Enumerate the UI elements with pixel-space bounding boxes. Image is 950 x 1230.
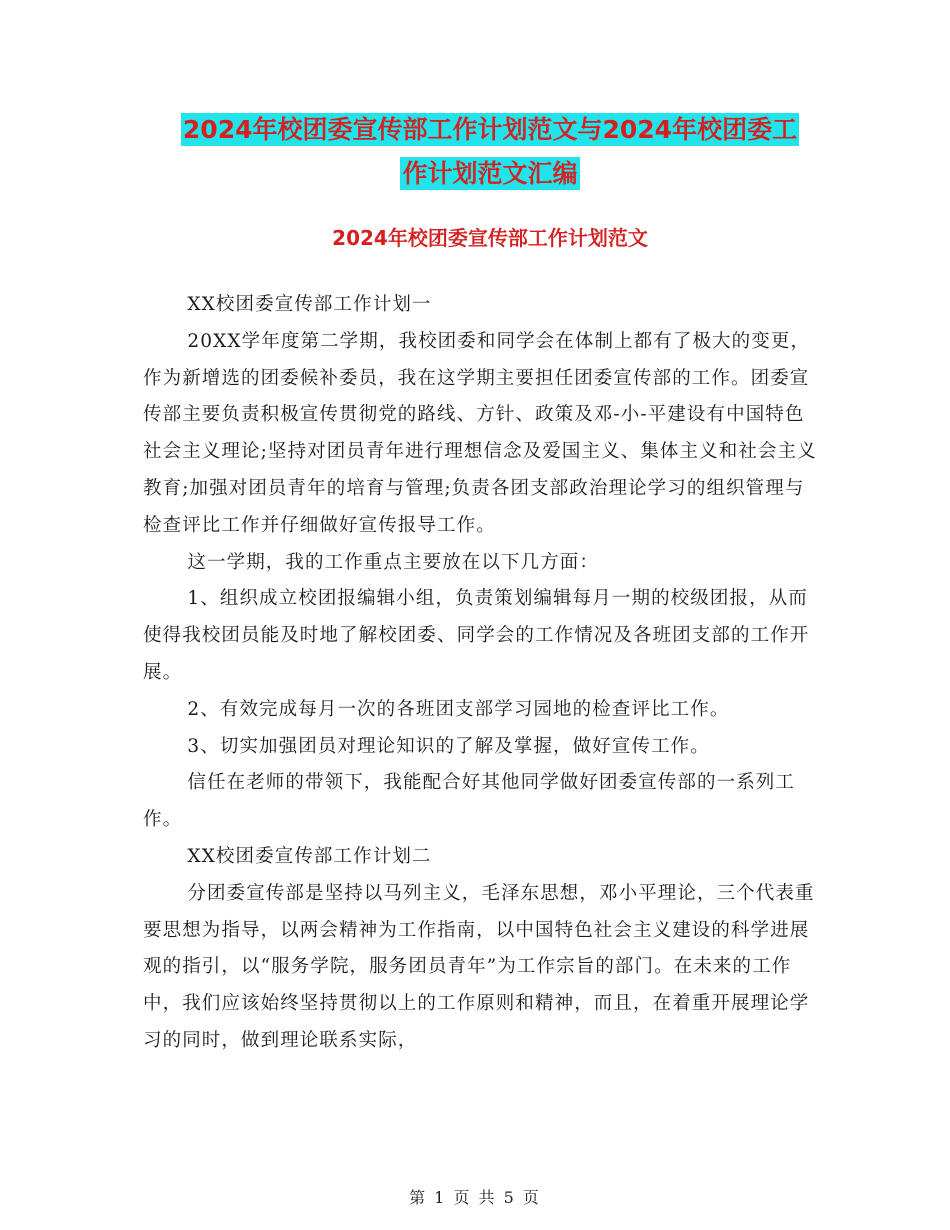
paragraph: 3、切实加强团员对理论知识的了解及掌握，做好宣传工作。 — [187, 735, 710, 757]
section-heading: 2024年校团委宣传部工作计划范文 — [332, 226, 648, 250]
document-body — [143, 287, 823, 1060]
paragraph: 2、有效完成每月一次的各班团支部学习园地的检查评比工作。 — [187, 698, 730, 720]
paragraph: 这一学期，我的工作重点主要放在以下几方面： — [187, 551, 599, 573]
title-highlight: 2024年校团委宣传部工作计划范文与2024年校团委工 — [182, 115, 798, 144]
document-title-line2 — [140, 156, 840, 192]
title-highlight: 作计划范文汇编 — [402, 159, 578, 188]
paragraph: 20XX学年度第二学期，我校团委和同学会在体制上都有了极大的变更，作为新增选的团委候补委员，我在这学期主要担任团委宣传部的工作。团委宣传部主要负责积极宣传贯彻党的路线、方针、政策及邓-小-平建设有中国特色社会主义理论;坚持对团员青年进行理想信念及爱国主义、集体主义和社会主义教育;加强对团员青年的培育与管理;负责各团支部政治理论学习的组织管理与检查评比工作并仔细做好宣传报导工作。 — [143, 330, 817, 536]
paragraph: XX校团委宣传部工作计划一 — [187, 294, 432, 315]
page-footer: 第 1 页 共 5 页 — [409, 1188, 541, 1207]
document-title-line1 — [140, 112, 840, 148]
paragraph: XX校团委宣传部工作计划二 — [187, 845, 432, 867]
paragraph: 1、组织成立校团报编辑小组，负责策划编辑每月一期的校级团报，从而使得我校团员能及时地了解校团委、同学会的工作情况及各班团支部的工作开展。 — [143, 588, 810, 683]
paragraph: 分团委宣传部是坚持以马列主义，毛泽东思想，邓小平理论，三个代表重要思想为指导，以两会精神为工作指南，以中国特色社会主义建设的科学进展观的指引，以“服务学院，服务团员青年”为工作宗旨的部门。在未来的工作中，我们应该始终坚持贯彻以上的工作原则和精神，而且，在着重开展理论学习的同时，做到理论联系实际， — [143, 882, 815, 1051]
paragraph: 信任在老师的带领下，我能配合好其他同学做好团委宣传部的一系列工作。 — [143, 772, 795, 831]
